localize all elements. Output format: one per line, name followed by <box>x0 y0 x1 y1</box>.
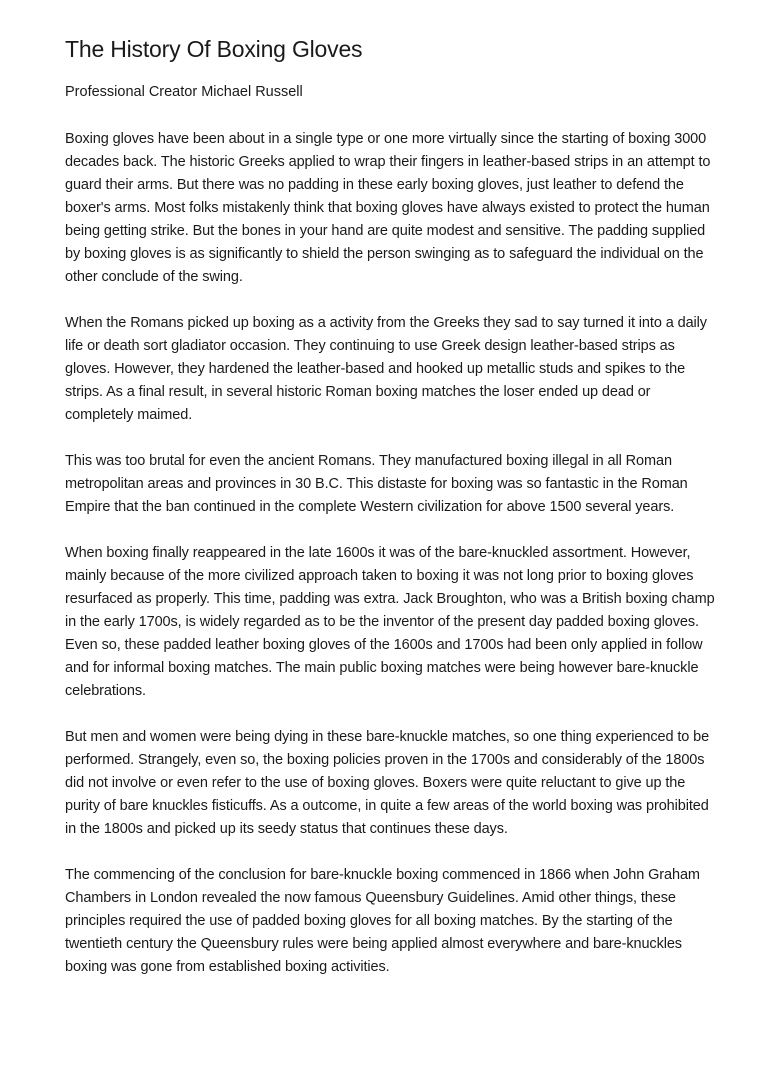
author-byline: Professional Creator Michael Russell <box>65 84 303 100</box>
paragraph-5: But men and women were being dying in these bare-knuckle matches, so one thing experienced to be performed. Strangely, even so, the boxing policies proven in the 1700s and considerably of the 1800s did not involve or even refer to the use of boxing gloves. Boxers were quite reluctant to give up the purity of bare knuckles fisticuffs. As a outcome, in quite a few areas of the world boxing was prohibited in the 1800s and picked up its seedy status that continues these days. <box>65 729 710 837</box>
document-page <box>65 34 715 1002</box>
document-title: The History Of Boxing Gloves <box>65 36 363 62</box>
paragraph-3: This was too brutal for even the ancient Romans. They manufactured boxing illegal in all Roman metropolitan areas and provinces in 30 B.C. This distaste for boxing was so fantastic in the Roman Empire that the ban continued in the complete Western civilization for above 1500 several years. <box>65 453 688 515</box>
paragraph-4: When boxing finally reappeared in the late 1600s it was of the bare-knuckled assortment. However, mainly because of the more civilized approach taken to boxing it was not long prior to boxing gloves resurfaced as properly. This time, padding was extra. Jack Broughton, who was a British boxing champ in the early 1700s, is widely regarded as to be the inventor of the present day padded boxing gloves. Even so, these padded leather boxing gloves of the 1600s and 1700s had been only applied in follow and for informal boxing matches. The main public boxing matches were being however bare-knuckle celebrations. <box>65 545 715 699</box>
paragraph-6: The commencing of the conclusion for bare-knuckle boxing commenced in 1866 when John Graham Chambers in London revealed the now famous Queensbury Guidelines. Amid other things, these principles required the use of padded boxing gloves for all boxing matches. By the starting of the twentieth century the Queensbury rules were being applied almost everywhere and bare-knuckles boxing was gone from established boxing activities. <box>65 867 700 975</box>
paragraph-2: When the Romans picked up boxing as a activity from the Greeks they sad to say turned it into a daily life or death sort gladiator occasion. They continuing to use Greek design leather-based strips as gloves. However, they hardened the leather-based and hooked up metallic studs and spikes to the strips. As a final result, in several historic Roman boxing matches the loser ended up dead or completely maimed. <box>65 315 707 423</box>
paragraph-1: Boxing gloves have been about in a single type or one more virtually since the starting of boxing 3000 decades back. The historic Greeks applied to wrap their fingers in leather-based strips in an attempt to guard their arms. But there was no padding in these early boxing gloves, just leather to defend the boxer's arms. Most folks mistakenly think that boxing gloves have always existed to protect the human being getting strike. But the bones in your hand are quite modest and sensitive. The padding supplied by boxing gloves is as significantly to shield the person swinging as to safeguard the individual on the other conclude of the swing. <box>65 131 711 285</box>
